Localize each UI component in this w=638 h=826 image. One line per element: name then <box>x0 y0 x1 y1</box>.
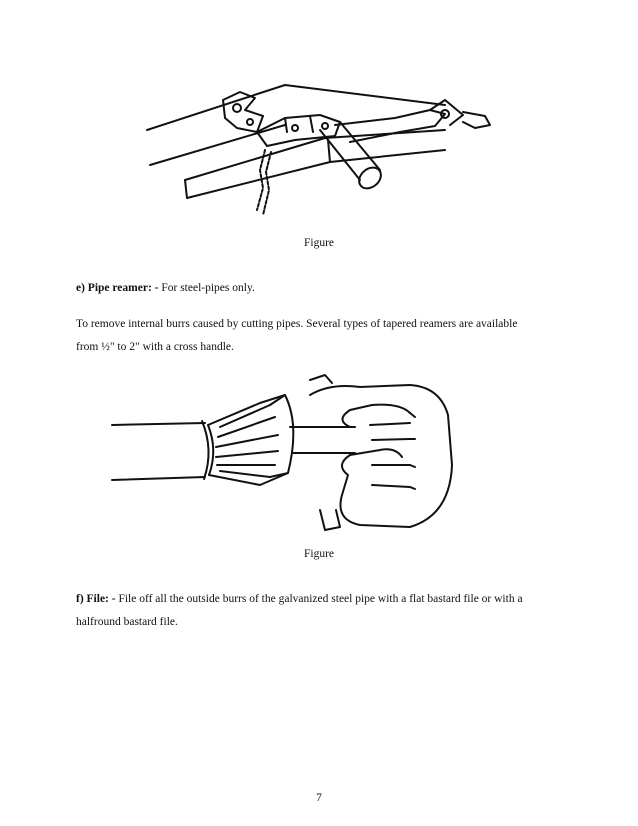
pipe-reamer-figure <box>110 365 460 545</box>
pipe-vise-figure <box>145 70 505 220</box>
figure-caption-2: Figure <box>303 548 335 560</box>
section-e-heading-rest: For steel-pipes only. <box>161 282 255 294</box>
page-number: 7 <box>316 792 322 804</box>
figure-caption-1: Figure <box>303 237 335 249</box>
section-e-line2: from ½" to 2" with a cross handle. <box>76 341 234 353</box>
section-f-line1 <box>76 587 523 612</box>
section-e-line1: To remove internal burrs caused by cutting pipes. Several types of tapered reamers are available <box>76 318 518 330</box>
section-e-heading-line <box>76 276 255 301</box>
section-f-heading: f) File: - <box>76 593 119 605</box>
section-f-line1-rest: File off all the outside burrs of the galvanized steel pipe with a flat bastard file or with a <box>118 593 523 605</box>
section-f-line2: halfround bastard file. <box>76 616 178 628</box>
section-e-heading: e) Pipe reamer: - <box>76 282 162 294</box>
